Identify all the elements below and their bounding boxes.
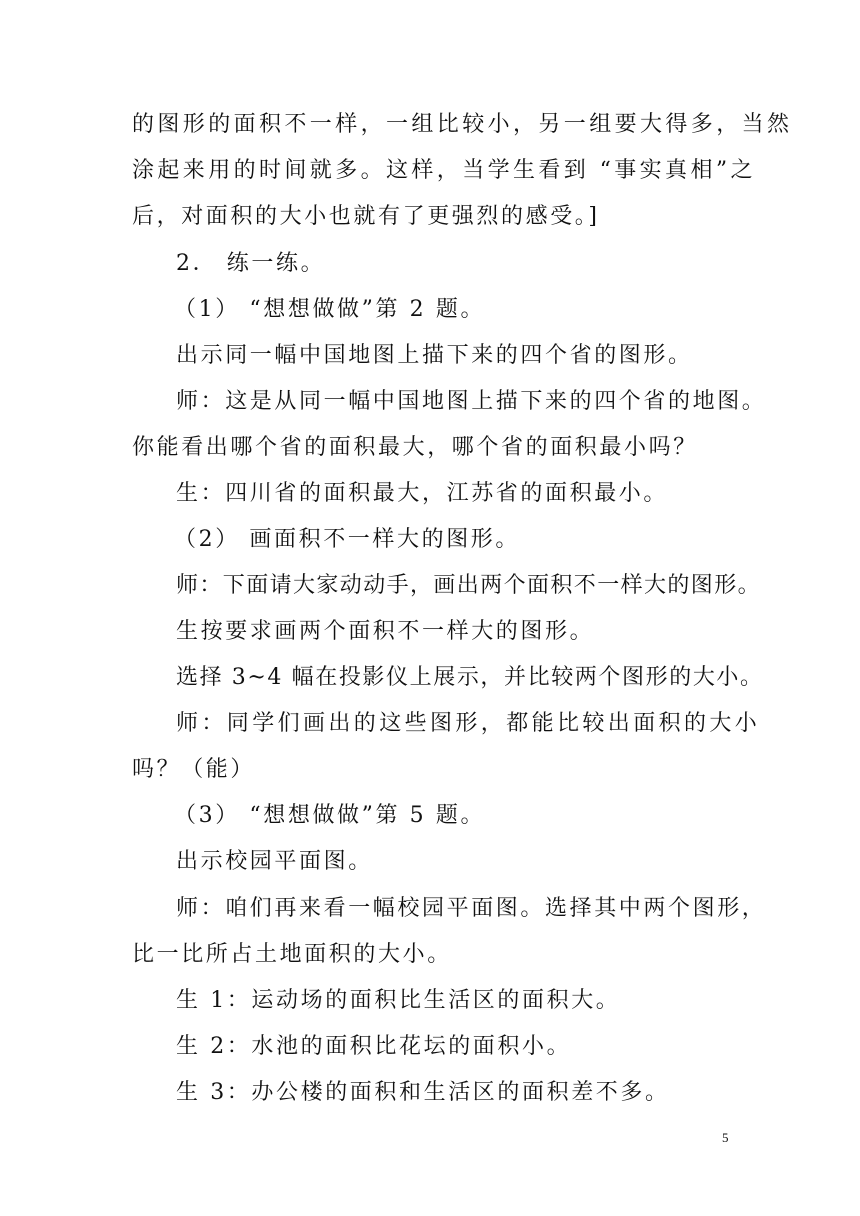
exercise-heading: （2） 画面积不一样大的图形。 — [174, 527, 520, 552]
dialogue-teacher: 师：下面请大家动动手，画出两个面积不一样大的图形。 — [176, 573, 762, 598]
dialogue-teacher: 师：这是从同一幅中国地图上描下来的四个省的地图。 — [176, 389, 767, 414]
paragraph-line: 选择 3~4 幅在投影仪上展示，并比较两个图形的大小。 — [176, 665, 764, 690]
paragraph-line: 的图形的面积不一样，一组比较小，另一组要大得多，当然 — [132, 112, 793, 137]
paragraph-line: 出示同一幅中国地图上描下来的四个省的图形。 — [176, 343, 693, 368]
dialogue-student: 生 1：运动场的面积比生活区的面积大。 — [176, 988, 621, 1013]
paragraph-line: 生按要求画两个面积不一样大的图形。 — [176, 619, 595, 644]
paragraph-line: 吗？（能） — [132, 757, 256, 782]
paragraph-line: 比一比所占土地面积的大小。 — [132, 942, 452, 967]
dialogue-teacher: 师：咱们再来看一幅校园平面图。选择其中两个图形， — [176, 896, 767, 921]
exercise-heading: （1） “想想做做”第 2 题。 — [174, 297, 486, 322]
dialogue-teacher: 师：同学们画出的这些图形，都能比较出面积的大小 — [176, 711, 761, 736]
paragraph-line: 后，对面积的大小也就有了更强烈的感受。] — [132, 204, 600, 229]
dialogue-student: 生 3：办公楼的面积和生活区的面积差不多。 — [176, 1080, 670, 1105]
paragraph-line: 涂起来用的时间就多。这样，当学生看到 “事实真相”之 — [132, 158, 756, 183]
paragraph-line: 出示校园平面图。 — [176, 849, 373, 874]
page-number: 5 — [722, 1130, 729, 1145]
exercise-heading: （3） “想想做做”第 5 题。 — [174, 803, 486, 828]
dialogue-student: 生：四川省的面积最大，江苏省的面积最小。 — [176, 481, 669, 506]
paragraph-line: 你能看出哪个省的面积最大，哪个省的面积最小吗？ — [132, 435, 698, 460]
section-heading: 2． 练一练。 — [176, 251, 326, 276]
dialogue-student: 生 2：水池的面积比花坛的面积小。 — [176, 1034, 572, 1059]
